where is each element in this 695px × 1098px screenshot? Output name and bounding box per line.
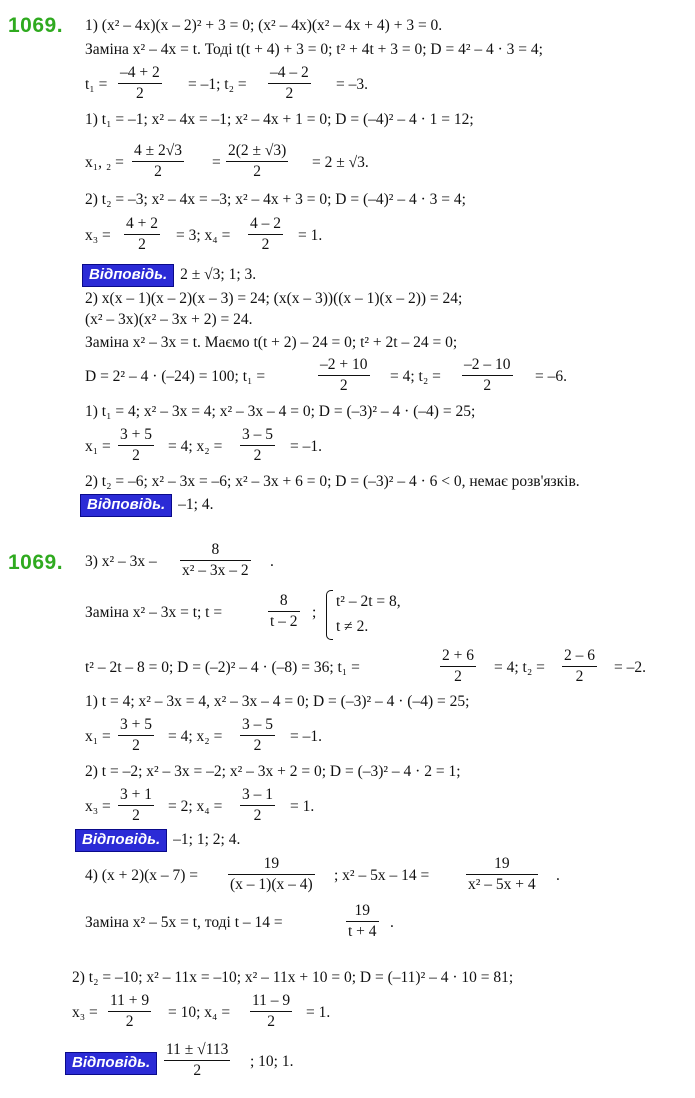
fraction [268,63,311,104]
line-b10: 2) t₂ = –10; x² – 11x = –10; x² – 11x + 10 = 0; D = (–11)² – 4 · 10 = 81; [72,969,514,986]
fraction [118,63,162,104]
fraction [346,901,379,942]
answer-badge: Відповідь. [82,264,174,287]
line-a1: 1) (x² – 4x)(x – 2)² + 3 = 0; (x² – 4x)(x² – 4x + 4) + 3 = 0. [85,17,443,34]
problem-number: 1069. [8,14,64,37]
line-a14-mid: = 4; x₂ = [168,438,223,455]
line-a11: Заміна x² – 3x = t. Маємо t(t + 2) – 24 = 0; t² + 2t – 24 = 0; [85,334,458,351]
fraction [268,591,300,632]
fraction [466,854,538,895]
fraction-numerator: 8 [180,540,251,561]
fraction [180,540,251,581]
line-a6: 2) t₂ = –3; x² – 4x = –3; x² – 4x + 3 = 0; D = (–4)² – 4 · 3 = 4; [85,191,466,208]
fraction-numerator: 2 – 6 [562,646,597,667]
answer-badge: Відповідь. [65,1052,157,1075]
fraction-numerator: 3 + 5 [118,425,154,446]
line-a12-mid: = 4; t₂ = [390,368,441,385]
fraction-numerator: 3 – 5 [240,715,275,736]
fraction-denominator: 2 [253,163,262,180]
answer-badge: Відповідь. [80,494,172,517]
line-a4: 1) t₁ = –1; x² – 4x = –1; x² – 4x + 1 = 0; D = (–4)² – 4 · 1 = 12; [85,111,474,128]
fraction-denominator: t + 4 [348,923,377,940]
fraction-numerator: 3 + 1 [118,785,154,806]
answer-text: ; 10; 1. [250,1053,294,1070]
fraction-denominator: 2 [136,85,144,102]
fraction-denominator: 2 [132,807,140,824]
fraction [250,991,292,1032]
fraction-denominator: 2 [483,377,492,394]
fraction-denominator: 2 [193,1062,202,1079]
fraction-denominator: 2 [575,668,584,685]
fraction-denominator: 2 [454,668,462,685]
line-a13: 1) t₁ = 4; x² – 3x = 4; x² – 3x – 4 = 0; D = (–3)² – 4 · (–4) = 25; [85,403,476,420]
problem-number: 1069. [8,551,64,574]
line-b9-end: . [390,914,394,931]
line-b3-lead: t² – 2t – 8 = 0; D = (–2)² – 4 · (–8) = 36; t₁ = [85,659,360,676]
line-b5-lead: x₁ = [85,728,111,745]
fraction-denominator: (x – 1)(x – 4) [230,876,313,893]
line-a7-mid: = 3; x₄ = [176,227,231,244]
line-b2-lead: Заміна x² – 3x = t; t = [85,604,223,621]
fraction-numerator: –2 – 10 [462,355,513,376]
line-b7-end: = 1. [290,798,315,815]
line-a7-lead: x₃ = [85,227,111,244]
fraction-numerator: 11 – 9 [250,991,292,1012]
line-a5-mid: = [212,154,221,171]
fraction-denominator: 2 [267,1013,275,1030]
fraction-denominator: t – 2 [270,613,298,630]
fraction [132,141,184,182]
fraction [118,425,154,466]
fraction [164,1040,230,1081]
line-b5-mid: = 4; x₂ = [168,728,223,745]
line-b11-end: = 1. [306,1004,331,1021]
fraction [462,355,513,396]
line-b8-lead: 4) (x + 2)(x – 7) = [85,867,199,884]
answer-line-4 [65,1052,163,1075]
line-a3-end: = –3. [336,76,368,93]
fraction [240,785,275,826]
fraction-numerator: 11 ± √113 [164,1040,230,1061]
answer-text: –1; 4. [178,496,214,513]
answer-text: –1; 1; 2; 4. [173,831,241,848]
fraction-numerator: 4 – 2 [248,214,283,235]
fraction-numerator: 4 ± 2√3 [132,141,184,162]
fraction [118,715,154,756]
line-a9: 2) x(x – 1)(x – 2)(x – 3) = 24; (x(x – 3))((x – 1)(x – 2)) = 24; [85,290,463,307]
line-b2-end: ; [312,604,317,621]
line-b4: 1) t = 4; x² – 3x = 4, x² – 3x – 4 = 0; D = (–3)² – 4 · (–4) = 25; [85,693,470,710]
fraction-numerator: –2 + 10 [318,355,370,376]
line-b1-lead: 3) x² – 3x – [85,553,157,570]
fraction-numerator: 8 [268,591,300,612]
line-b1-end: . [270,553,274,570]
line-a14-lead: x₁ = [85,438,111,455]
line-a7-end: = 1. [298,227,323,244]
fraction-numerator: 19 [466,854,538,875]
answer-line-3 [75,829,240,852]
fraction [562,646,597,687]
answer-text: 2 ± √3; 1; 3. [180,266,257,283]
answer-line-2 [80,494,213,517]
fraction-numerator: 19 [346,901,379,922]
fraction-denominator: x² – 3x – 2 [182,562,249,579]
fraction-numerator: 11 + 9 [108,991,151,1012]
fraction [108,991,151,1032]
line-a14-end: = –1. [290,438,322,455]
fraction [226,141,288,182]
line-b3-end: = –2. [614,659,646,676]
fraction-denominator: 2 [154,163,162,180]
fraction-denominator: 2 [132,737,140,754]
line-a5-lead: x₁, ₂ = [85,154,124,171]
line-b7-lead: x₃ = [85,798,111,815]
line-a3-lead: t₁ = [85,76,108,93]
line-a3-mid: = –1; t₂ = [188,76,247,93]
line-b3-mid: = 4; t₂ = [494,659,545,676]
fraction-numerator: 19 [228,854,315,875]
fraction [440,646,476,687]
system-brace [326,590,333,640]
fraction [240,425,275,466]
fraction-numerator: 3 – 5 [240,425,275,446]
fraction-denominator: 2 [138,236,146,253]
line-b8-mid: ; x² – 5x – 14 = [334,867,430,884]
answer-badge: Відповідь. [75,829,167,852]
line-b8-end: . [556,867,560,884]
line-b7-mid: = 2; x₄ = [168,798,223,815]
fraction-denominator: 2 [125,1013,134,1030]
system-line-1: t² – 2t = 8, [336,593,401,610]
system-line-2: t ≠ 2. [336,618,369,635]
line-a15: 2) t₂ = –6; x² – 3x = –6; x² – 3x + 6 = 0; D = (–3)² – 4 · 6 < 0, немає розв'язків. [85,473,580,490]
line-a12-lead: D = 2² – 4 · (–24) = 100; t₁ = [85,368,266,385]
fraction-numerator: 3 – 1 [240,785,275,806]
line-a2: Заміна x² – 4x = t. Тоді t(t + 4) + 3 = 0; t² + 4t + 3 = 0; D = 4² – 4 · 3 = 4; [85,41,543,58]
fraction-numerator: –4 – 2 [268,63,311,84]
fraction-denominator: 2 [253,737,262,754]
answer-line-1 [82,264,256,287]
fraction-denominator: x² – 5x + 4 [468,876,536,893]
line-a10: (x² – 3x)(x² – 3x + 2) = 24. [85,311,253,328]
fraction [228,854,315,895]
fraction-denominator: 2 [253,447,262,464]
fraction-numerator: 2(2 ± √3) [226,141,288,162]
fraction-numerator: 2 + 6 [440,646,476,667]
fraction [318,355,370,396]
fraction-denominator: 2 [339,377,348,394]
fraction-denominator: 2 [261,236,270,253]
fraction-denominator: 2 [285,85,294,102]
fraction-numerator: 3 + 5 [118,715,154,736]
fraction [240,715,275,756]
fraction-denominator: 2 [253,807,262,824]
fraction-numerator: 4 + 2 [124,214,160,235]
line-b11-mid: = 10; x₄ = [168,1004,231,1021]
fraction [124,214,160,255]
line-b11-lead: x₃ = [72,1004,98,1021]
line-b5-end: = –1. [290,728,322,745]
line-a5-end: = 2 ± √3. [312,154,369,171]
fraction-numerator: –4 + 2 [118,63,162,84]
fraction-denominator: 2 [132,447,140,464]
line-a12-end: = –6. [535,368,567,385]
line-b6: 2) t = –2; x² – 3x = –2; x² – 3x + 2 = 0; D = (–3)² – 4 · 2 = 1; [85,763,461,780]
line-b9-lead: Заміна x² – 5x = t, тоді t – 14 = [85,914,283,931]
fraction [248,214,283,255]
fraction [118,785,154,826]
